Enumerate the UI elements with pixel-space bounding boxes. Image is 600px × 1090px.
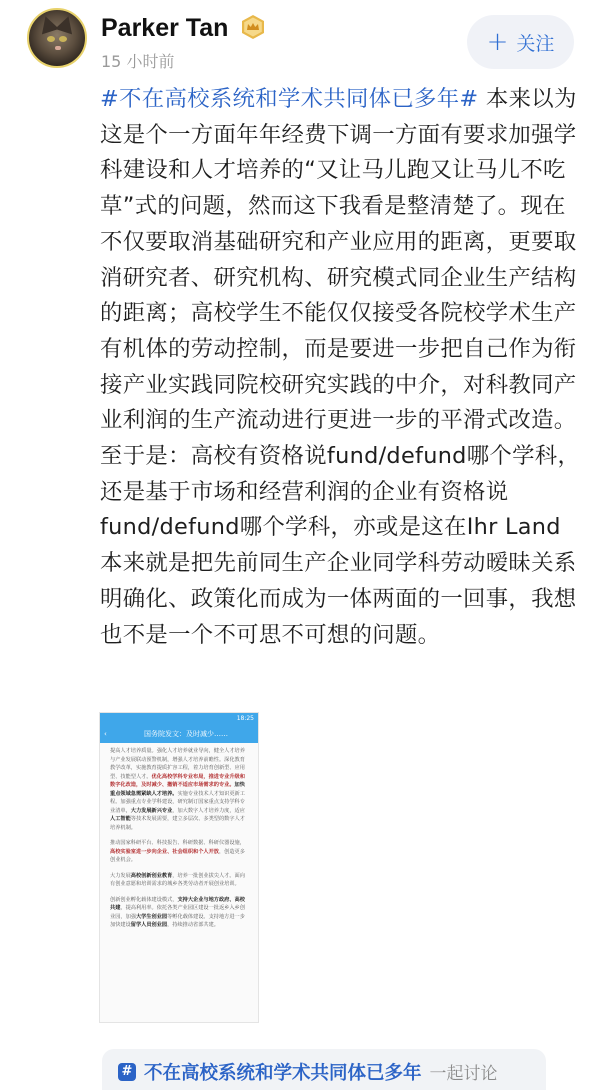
image-text-run: ，培养一批创业拔尖人才。面向有创业意愿和培训需求的城乡各类劳动者开展创业培训。 [110,872,245,887]
author-name[interactable]: Parker Tan [101,14,229,42]
cat-eye [59,36,67,42]
image-nav-bar [100,725,258,743]
post-image[interactable] [99,712,259,1023]
image-text-run: 高校创新创业教育 [130,872,173,879]
image-text-run: 大学生创业园 [135,913,168,920]
image-text-run: 实施专业技术人才知识更新工程。加强重点专业学科建设，研究制订国家重点支持学科专业清单， [110,790,245,814]
image-text-run: 大力发展新兴专业 [130,807,173,814]
image-text-run: 大力发展 [110,872,131,879]
image-text-run: 优化高校学科专业布局，推进专业升级和数字化改造，及时减少、撤销不适应市场需求的专业。 [110,773,245,788]
crown-badge-icon [240,14,266,40]
image-document-text [100,743,258,941]
author-avatar[interactable] [27,8,87,68]
image-nav-title: 国务院发文：及时减少…… [144,730,228,738]
follow-label: 关注 [516,32,555,55]
image-text-run: 高校实验室进一步向企业、社会组织和个人开放 [110,848,219,855]
hashtag-icon: # [118,1063,136,1081]
image-text-run: ，创造更多创业机会。 [110,848,245,863]
plus-icon: + [486,27,509,57]
post-text [100,82,582,653]
cat-eye [47,36,55,42]
topic-action: 一起讨论 [429,1064,498,1084]
topic-name: 不在高校系统和学术共同体已多年 [144,1062,422,1084]
topic-bar[interactable] [102,1049,546,1090]
post-time: 15 小时前 [101,52,175,71]
image-text-run: 加快重点领域急需紧缺人才培养。 [110,782,245,797]
post-hashtag[interactable]: #不在高校系统和学术共同体已多年# [100,86,479,112]
chevron-left-icon: ‹ [104,730,107,738]
follow-button[interactable] [467,15,574,69]
image-text-run: 推动国家科研平台、科技报告、科研数据、科研仪器设施， [110,840,245,846]
image-text-run: ，加大数字人才培养力度，适应 [172,807,245,814]
image-paragraph [110,747,248,832]
post-body: 本来以为这是个一方面年年经费下调一方面有要求加强学科建设和人才培养的“又让马儿跑又让马儿不吃草”式的问题，然而这下我看是整清楚了。现在不仅要取消基础研究和产业应用的距离，更要取消研究者、研究机构、研究模式同企业生产结构的距离；高校学生不能仅仅接受各院校学术生产有机体的劳动控制，而是要进一步把自己作为衔接产业实践同院校研究实践的中介，对科教同产业利润的生产流动进行更进一步的平滑式改造。至于是：高校有资格说fund/defund哪个学科，还是基于市场和经营利润的企业有资格说fund/defund哪个学科，亦或是这在Ihr Land本来就是把先前同生产企业同学科劳动暧昧关系明确化、政策化而成为一体两面的一回事，我想也不是一个不可思不可想的问题。 [100,86,581,648]
image-text-run: 支持大企业与地方政府、高校共建 [110,896,245,911]
image-text-run: ，提高利用率。依托各类产业园区建设一批返乡入乡创业园，加强 [110,905,245,920]
image-text-run: 等技术发展需要，建立多层次、多类型的数字人才培养机制。 [110,816,245,831]
image-paragraph [110,896,248,930]
image-status-bar [100,713,258,725]
image-status-time: 18:25 [236,715,254,722]
image-text-run: 留学人员创业园 [130,922,168,928]
image-text-run: 人工智能 [110,816,131,822]
image-paragraph [110,872,248,889]
post-header [0,0,600,80]
image-text-run: 提高人才培养质量。强化人才培养就业导向，健全人才培养与产业发展联动预警机制，增强人才培养前瞻性。深化教育教学改革，实施教育提质扩容工程，着力培育创新型、应用型、技能型人才。 [110,748,245,780]
image-text-run: 等孵化载体建设。支持地方进一步加快建设 [110,913,245,928]
cat-nose [55,46,61,50]
cat-ear [55,14,77,35]
image-text-run: 创新创业孵化载体建设模式， [110,896,178,903]
image-text-run: ，持续推动省部共建。 [167,922,219,928]
image-paragraph [110,839,248,865]
